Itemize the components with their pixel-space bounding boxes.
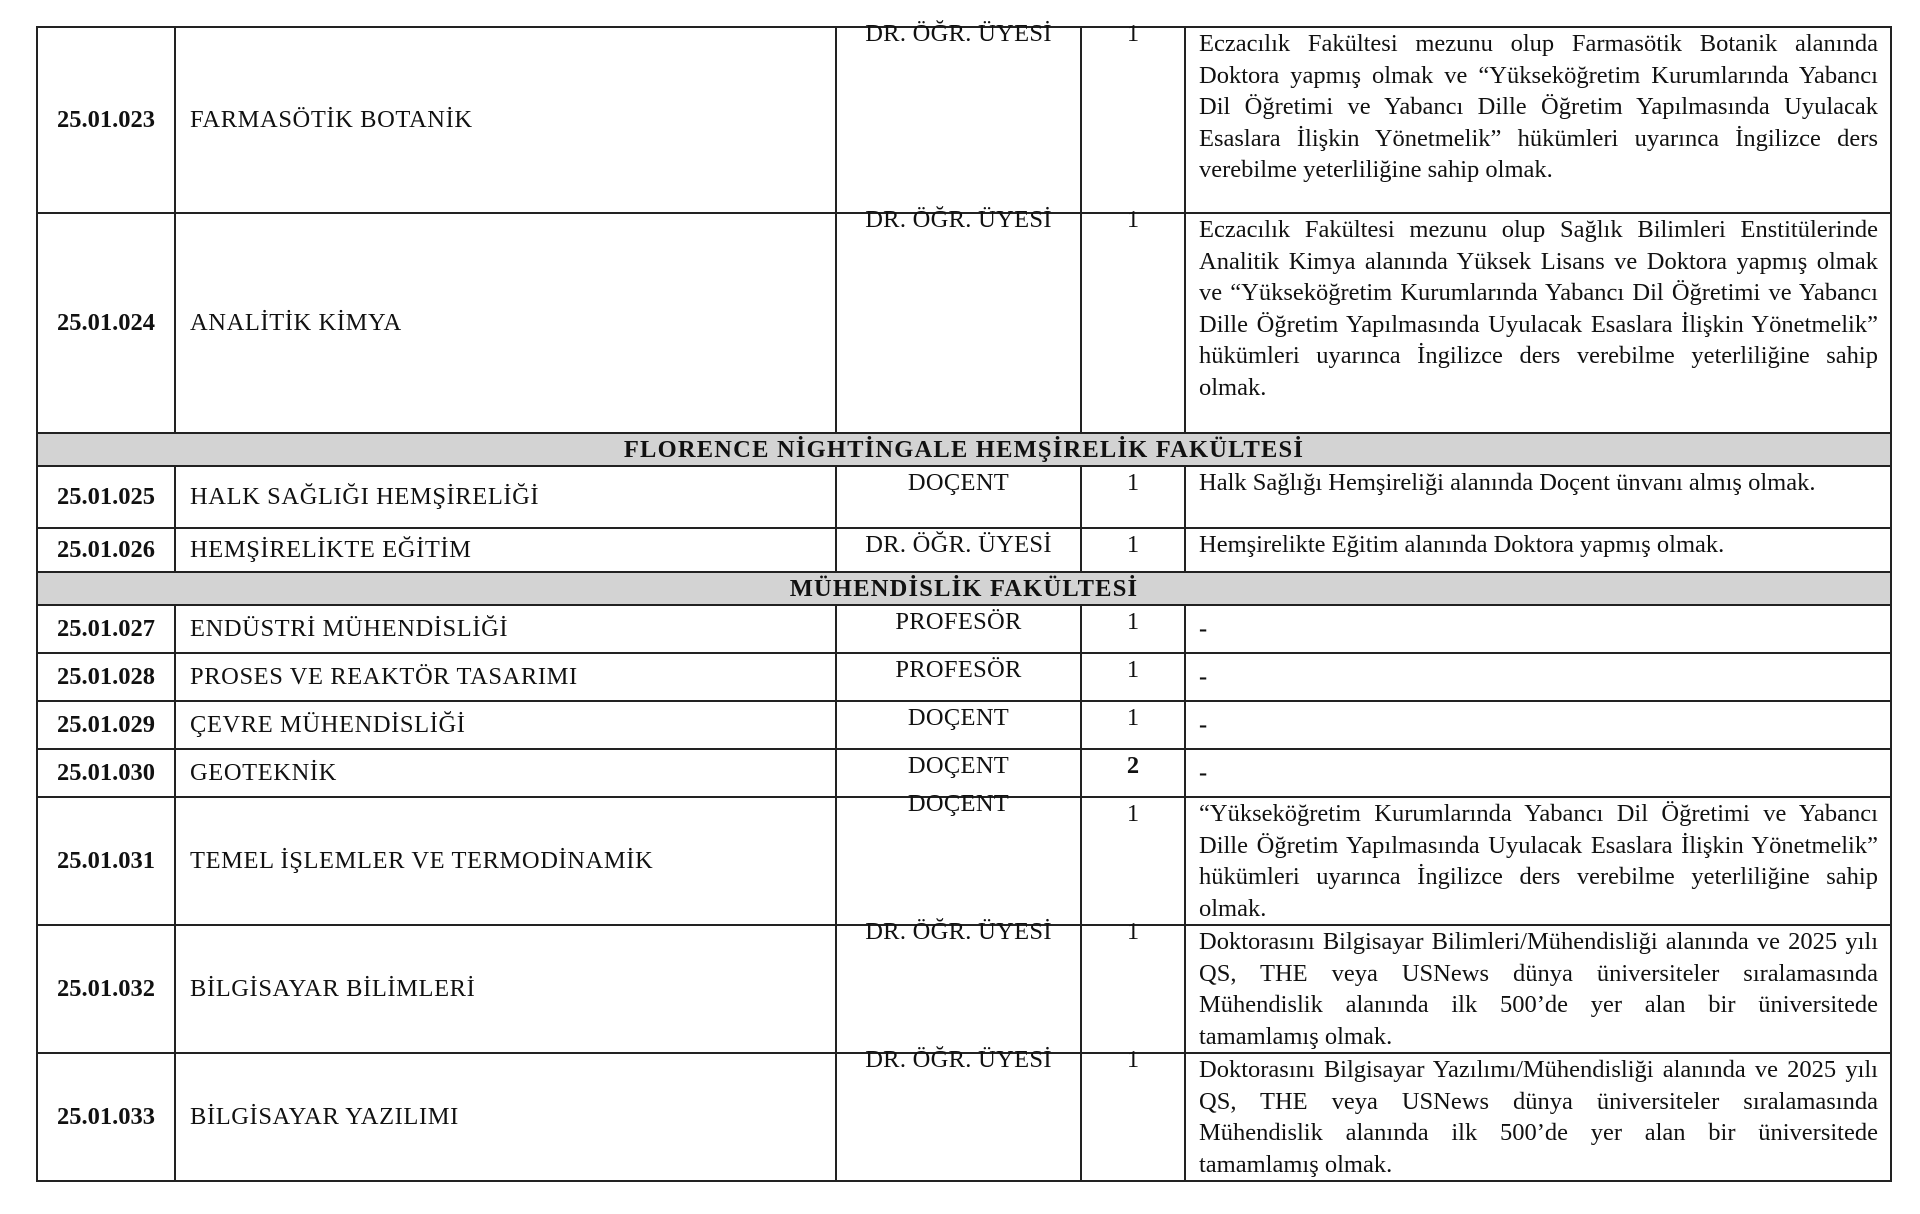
position-count: 1 [1081,605,1185,653]
conditions-text: - [1185,653,1891,701]
conditions-text: Halk Sağlığı Hemşireliği alanında Doçent ünvanı almış olmak. [1185,466,1891,528]
position-code: 25.01.028 [37,653,175,701]
position-code: 25.01.030 [37,749,175,797]
position-code: 25.01.023 [37,27,175,213]
academic-title [836,918,1081,1053]
field-name: TEMEL İŞLEMLER VE TERMODİNAMİK [175,797,836,925]
conditions-text: Doktorasını Bilgisayar Bilimleri/Mühendisliği alanında ve 2025 yılı QS, THE veya USNews dünya üniversiteler sıralamasında Mühendislik alanında ilk 500’de yer alan bir üniversitede tamamlamış olmak. [1185,925,1891,1053]
field-name: FARMASÖTİK BOTANİK [175,27,836,213]
field-name: ENDÜSTRİ MÜHENDİSLİĞİ [175,605,836,653]
position-count [1081,1046,1185,1181]
academic-title: PROFESÖR [836,605,1081,653]
field-name: BİLGİSAYAR YAZILIMI [175,1053,836,1181]
position-count-text: 1 [1126,206,1140,233]
academic-title-text: DR. ÖĞR. ÜYESİ [865,918,1052,945]
table-row [37,1053,1891,1181]
field-name: ANALİTİK KİMYA [175,213,836,433]
table-row [37,213,1891,433]
section-header-row [37,572,1891,605]
field-name: ÇEVRE MÜHENDİSLİĞİ [175,701,836,749]
position-code: 25.01.033 [37,1053,175,1181]
position-count [1081,20,1185,213]
conditions-text: Hemşirelikte Eğitim alanında Doktora yapmış olmak. [1185,528,1891,572]
academic-title: DOÇENT [836,466,1081,528]
academic-title-text: DR. ÖĞR. ÜYESİ [865,206,1052,233]
field-name: HEMŞİRELİKTE EĞİTİM [175,528,836,572]
section-header-row [37,433,1891,466]
position-code: 25.01.029 [37,701,175,749]
academic-title: PROFESÖR [836,653,1081,701]
conditions-text: - [1185,749,1891,797]
position-count-text: 1 [1126,20,1140,47]
position-count: 2 [1081,749,1185,797]
position-code: 25.01.027 [37,605,175,653]
position-count [1081,918,1185,1053]
academic-title-text: DR. ÖĞR. ÜYESİ [865,20,1052,47]
academic-title-text: DR. ÖĞR. ÜYESİ [865,1046,1052,1073]
position-count: 1 [1081,653,1185,701]
table-row [37,925,1891,1053]
position-count-text: 1 [1126,800,1140,827]
academic-title: DOÇENT [836,701,1081,749]
position-code: 25.01.025 [37,466,175,528]
position-count-text: 1 [1126,918,1140,945]
academic-title [836,20,1081,213]
academic-title-text: DOÇENT [907,790,1010,817]
conditions-text: - [1185,605,1891,653]
conditions-text: Eczacılık Fakültesi mezunu olup Sağlık Bilimleri Enstitülerinde Analitik Kimya alanında Yüksek Lisans ve Doktora yapmış olmak ve “Yükseköğretim Kurumlarında Yabancı Dil Öğretimi ve Yabancı Dille Öğretim Yapılmasında Uyulacak Esaslara İlişkin Yönetmelik” hükümleri uyarınca İngilizce ders verebilme yeterliliğine sahip olmak. [1185,213,1891,433]
position-count-text: 1 [1126,1046,1140,1073]
position-count [1081,206,1185,433]
table-row [37,27,1891,213]
position-count: 1 [1081,701,1185,749]
conditions-text: “Yükseköğretim Kurumlarında Yabancı Dil Öğretimi ve Yabancı Dille Öğretim Yapılmasında Uyulacak Esaslara İlişkin Yönetmelik” hükümleri uyarınca İngilizce ders verebilme yeterliliğine sahip olmak. [1185,797,1891,925]
position-code: 25.01.031 [37,797,175,925]
academic-title [836,1046,1081,1181]
section-header: FLORENCE NİGHTİNGALE HEMŞİRELİK FAKÜLTESİ [37,433,1891,466]
position-code: 25.01.032 [37,925,175,1053]
position-code: 25.01.026 [37,528,175,572]
table-row [37,797,1891,925]
field-name: BİLGİSAYAR BİLİMLERİ [175,925,836,1053]
table-row [37,701,1891,749]
conditions-text: Eczacılık Fakültesi mezunu olup Farmasötik Botanik alanında Doktora yapmış olmak ve “Yükseköğretim Kurumlarında Yabancı Dil Öğretimi ve Yabancı Dille Öğretim Yapılmasında Uyulacak Esaslara İlişkin Yönetmelik” hükümleri uyarınca İngilizce ders verebilme yeterliliğine sahip olmak. [1185,27,1891,213]
academic-title [836,790,1081,925]
positions-table [36,20,1892,1182]
conditions-text: Doktorasını Bilgisayar Yazılımı/Mühendisliği alanında ve 2025 yılı QS, THE veya USNews dünya üniversiteler sıralamasında Mühendislik alanında ilk 500’de yer alan bir üniversitede tamamlamış olmak. [1185,1053,1891,1181]
position-count [1081,797,1185,925]
field-name: GEOTEKNİK [175,749,836,797]
position-count: 1 [1081,466,1185,528]
position-code: 25.01.024 [37,213,175,433]
academic-title: DOÇENT [836,749,1081,797]
field-name: HALK SAĞLIĞI HEMŞİRELİĞİ [175,466,836,528]
field-name: PROSES VE REAKTÖR TASARIMI [175,653,836,701]
table-row [37,605,1891,653]
position-count: 1 [1081,528,1185,572]
table-row [37,466,1891,528]
academic-title: DR. ÖĞR. ÜYESİ [836,528,1081,572]
table-row [37,528,1891,572]
table-row [37,653,1891,701]
academic-title [836,206,1081,433]
section-header: MÜHENDİSLİK FAKÜLTESİ [37,572,1891,605]
conditions-text: - [1185,701,1891,749]
